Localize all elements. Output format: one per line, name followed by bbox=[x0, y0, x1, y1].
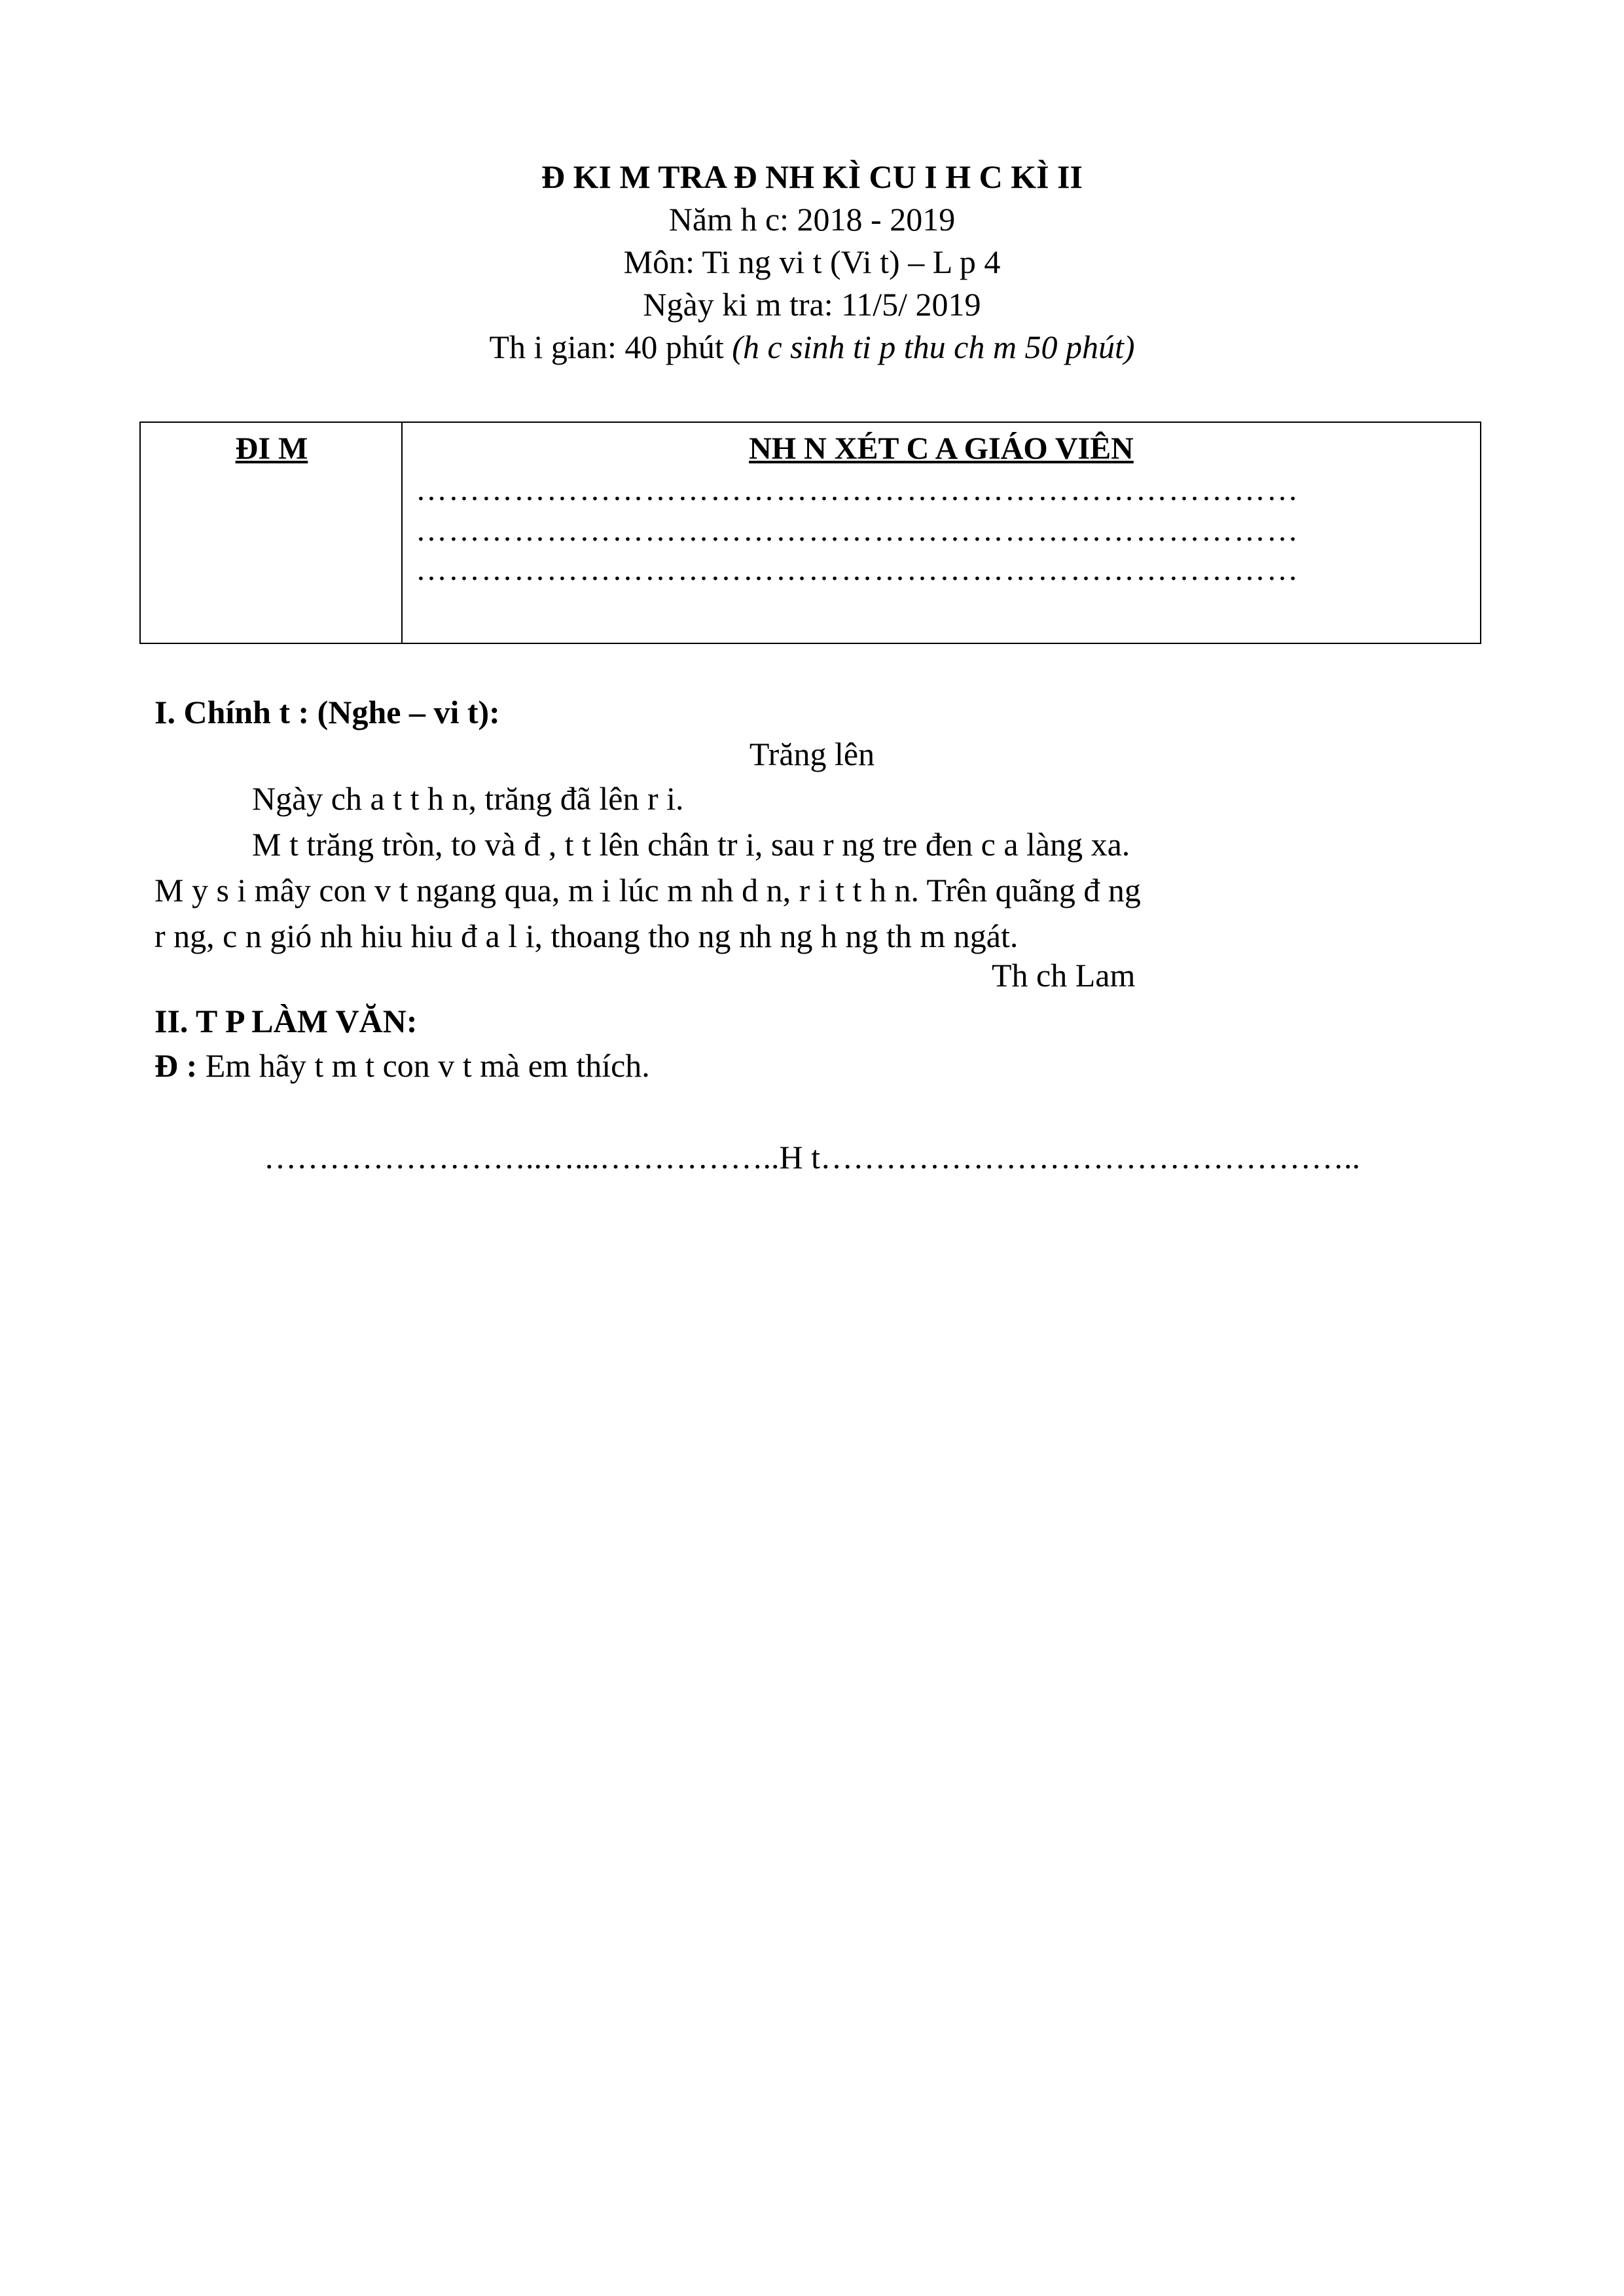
score-comment-table bbox=[139, 422, 1481, 644]
passage-line-4: r ng, c n gió nh hiu hiu đ a l i, thoang tho ng nh ng h ng th m ngát. bbox=[154, 918, 1019, 954]
passage-line-2: M t trăng tròn, to và đ , t t lên chân tr i, sau r ng tre đen c a làng xa. bbox=[252, 826, 1130, 863]
duration-note: (h c sinh ti p thu ch m 50 phút) bbox=[732, 329, 1135, 365]
duration-line bbox=[0, 327, 1624, 367]
subject-line: Môn: Ti ng vi t (Vi t) – L p 4 bbox=[623, 243, 1001, 280]
essay-prompt-label: Đ : bbox=[154, 1047, 206, 1084]
section-2-heading: II. T P LÀM VĂN: bbox=[154, 1003, 418, 1039]
passage-title: Trăng lên bbox=[749, 736, 875, 772]
school-year: Năm h c: 2018 - 2019 bbox=[668, 201, 956, 238]
passage-author: Th ch Lam bbox=[992, 957, 1136, 994]
passage-line-1: Ngày ch a t t h n, trăng đã lên r i. bbox=[252, 780, 684, 817]
teacher-comment-label: NH N XÉT C A GIÁO VIÊN bbox=[749, 431, 1134, 466]
end-marker: ……………………..…...……………..H t………………………………………….. bbox=[264, 1139, 1360, 1175]
comment-line-3[interactable]: ……………………………………………………………………… bbox=[416, 554, 1299, 586]
exam-title: Đ KI M TRA Đ NH KÌ CU I H C KÌ II bbox=[541, 158, 1083, 195]
duration-text: Th i gian: 40 phút bbox=[489, 329, 732, 365]
passage-line-3: M y s i mây con v t ngang qua, m i lúc m nh d n, r i t t h n. Trên quãng đ ng bbox=[154, 872, 1141, 908]
comment-line-1[interactable]: ……………………………………………………………………… bbox=[416, 474, 1299, 507]
score-cell bbox=[141, 423, 403, 643]
essay-prompt-text: Em hãy t m t con v t mà em thích. bbox=[205, 1047, 650, 1084]
score-label: ĐI M bbox=[235, 431, 308, 466]
section-1-heading: I. Chính t : (Nghe – vi t): bbox=[154, 694, 500, 730]
comment-line-2[interactable]: ……………………………………………………………………… bbox=[416, 514, 1299, 547]
exam-date: Ngày ki m tra: 11/5/ 2019 bbox=[643, 286, 981, 323]
essay-prompt bbox=[154, 1046, 650, 1085]
